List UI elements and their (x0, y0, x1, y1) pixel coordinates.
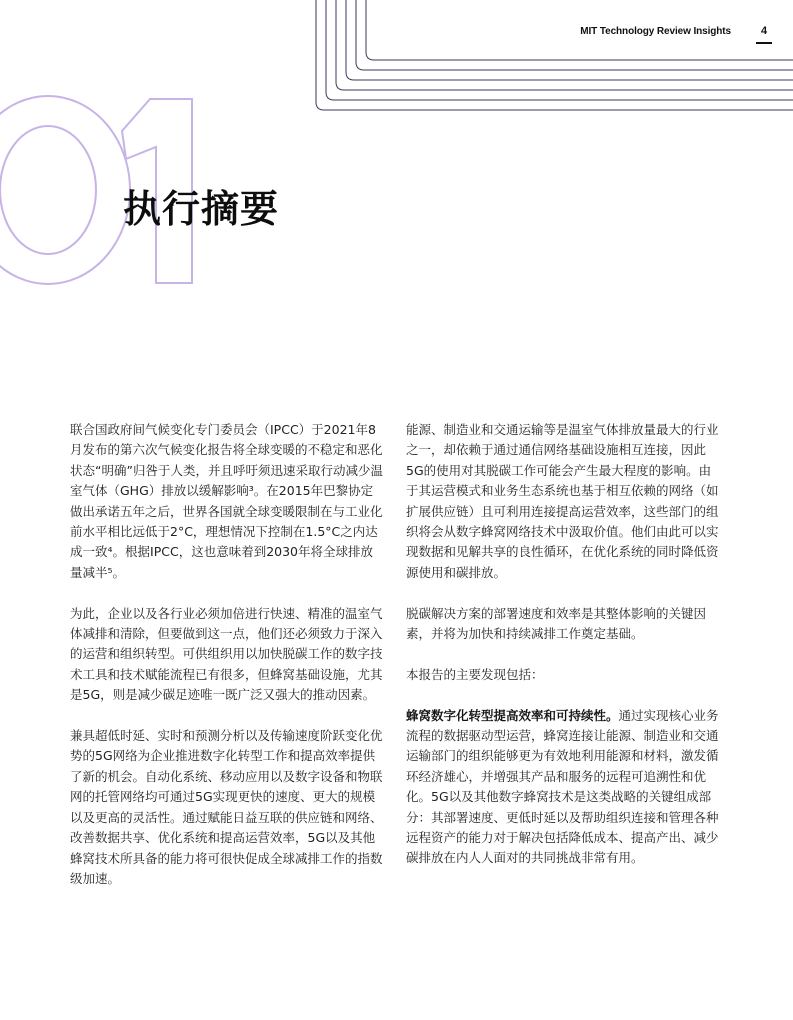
paragraph: 为此，企业以及各行业必须加倍进行快速、精准的温室气体减排和清除，但要做到这一点，他们还必须致力于深入的运营和组织转型。可供组织用以加快脱碳工作的数字技术工具和技术赋能流程已有很多，但蜂窝基础设施，尤其是5G，则是减少碳足迹唯一既广泛又强大的推动因素。 (70, 605, 383, 703)
paragraph: 联合国政府间气候变化专门委员会（IPCC）于2021年8月发布的第六次气候变化报告将全球变暖的不稳定和恶化状态“明确”归咎于人类，并且呼吁须迅速采取行动减少温室气体（GHG）排放以缓解影响³。在2015年巴黎协定做出承诺五年之后，世界各国就全球变暖限制在与工业化前水平相比远低于2°C，理想情况下控制在1.5°C之内达成一致⁴。根据IPCC，这也意味着到2030年将全球排放量减半⁵。 (70, 422, 383, 580)
paragraph: 脱碳解决方案的部署速度和效率是其整体影响的关键因素，并将为加快和持续减排工作奠定基础。 (406, 605, 707, 642)
page-number: 4 (756, 25, 772, 44)
paragraph: 兼具超低时延、实时和预测分析以及传输速度阶跃变化优势的5G网络为企业推进数字化转型工作和提高效率提供了新的机会。自动化系统、移动应用以及数字设备和物联网的托管网络均可通过5G实现更快的速度、更大的规模以及更高的灵活性。通过赋能日益互联的供应链和网络、改善数据共享、优化系统和提高运营效率，5G以及其他蜂窝技术所具备的能力将可很快促成全球减排工作的指数级加速。 (70, 728, 383, 886)
page-title: 执行摘要 (123, 187, 280, 231)
left-column (70, 420, 384, 910)
key-finding-body: 通过实现核心业务流程的数据驱动型运营，蜂窝连接让能源、制造业和交通运输部门的组织能够更为有效地利用能源和材料，激发循环经济雄心，并增强其产品和服务的远程可追溯性和优化。5G以及其他数字蜂窝技术是这类战略的关键组成部分：其部署速度、更低时延以及帮助组织连接和管理各种远程资产的能力对于解决包括降低成本、提高产出、减少碳排放在内人人面对的共同挑战非常有用。 (406, 707, 719, 866)
paragraph: 本报告的主要发现包括： (406, 666, 544, 682)
paragraph: 能源、制造业和交通运输等是温室气体排放量最大的行业之一，却依赖于通过通信网络基础设施相互连接，因此5G的使用对其脱碳工作可能会产生最大程度的影响。由于其运营模式和业务生态系统也基于相互依赖的网络（如 扩展供应链）且可利用连接提高运营效率，这些部门的组织将会从数字蜂窝网络技术中汲取价值。他们由此可以实现数据和见解共享的良性循环，在优化系统的同时降低资源使用和碳排放。 (406, 422, 719, 580)
right-column (406, 420, 720, 889)
brand-name: MIT Technology Review Insights (580, 26, 731, 37)
key-finding-lead: 蜂窝数字化转型提高效率和可持续性。 (406, 707, 619, 723)
key-finding (406, 706, 720, 869)
